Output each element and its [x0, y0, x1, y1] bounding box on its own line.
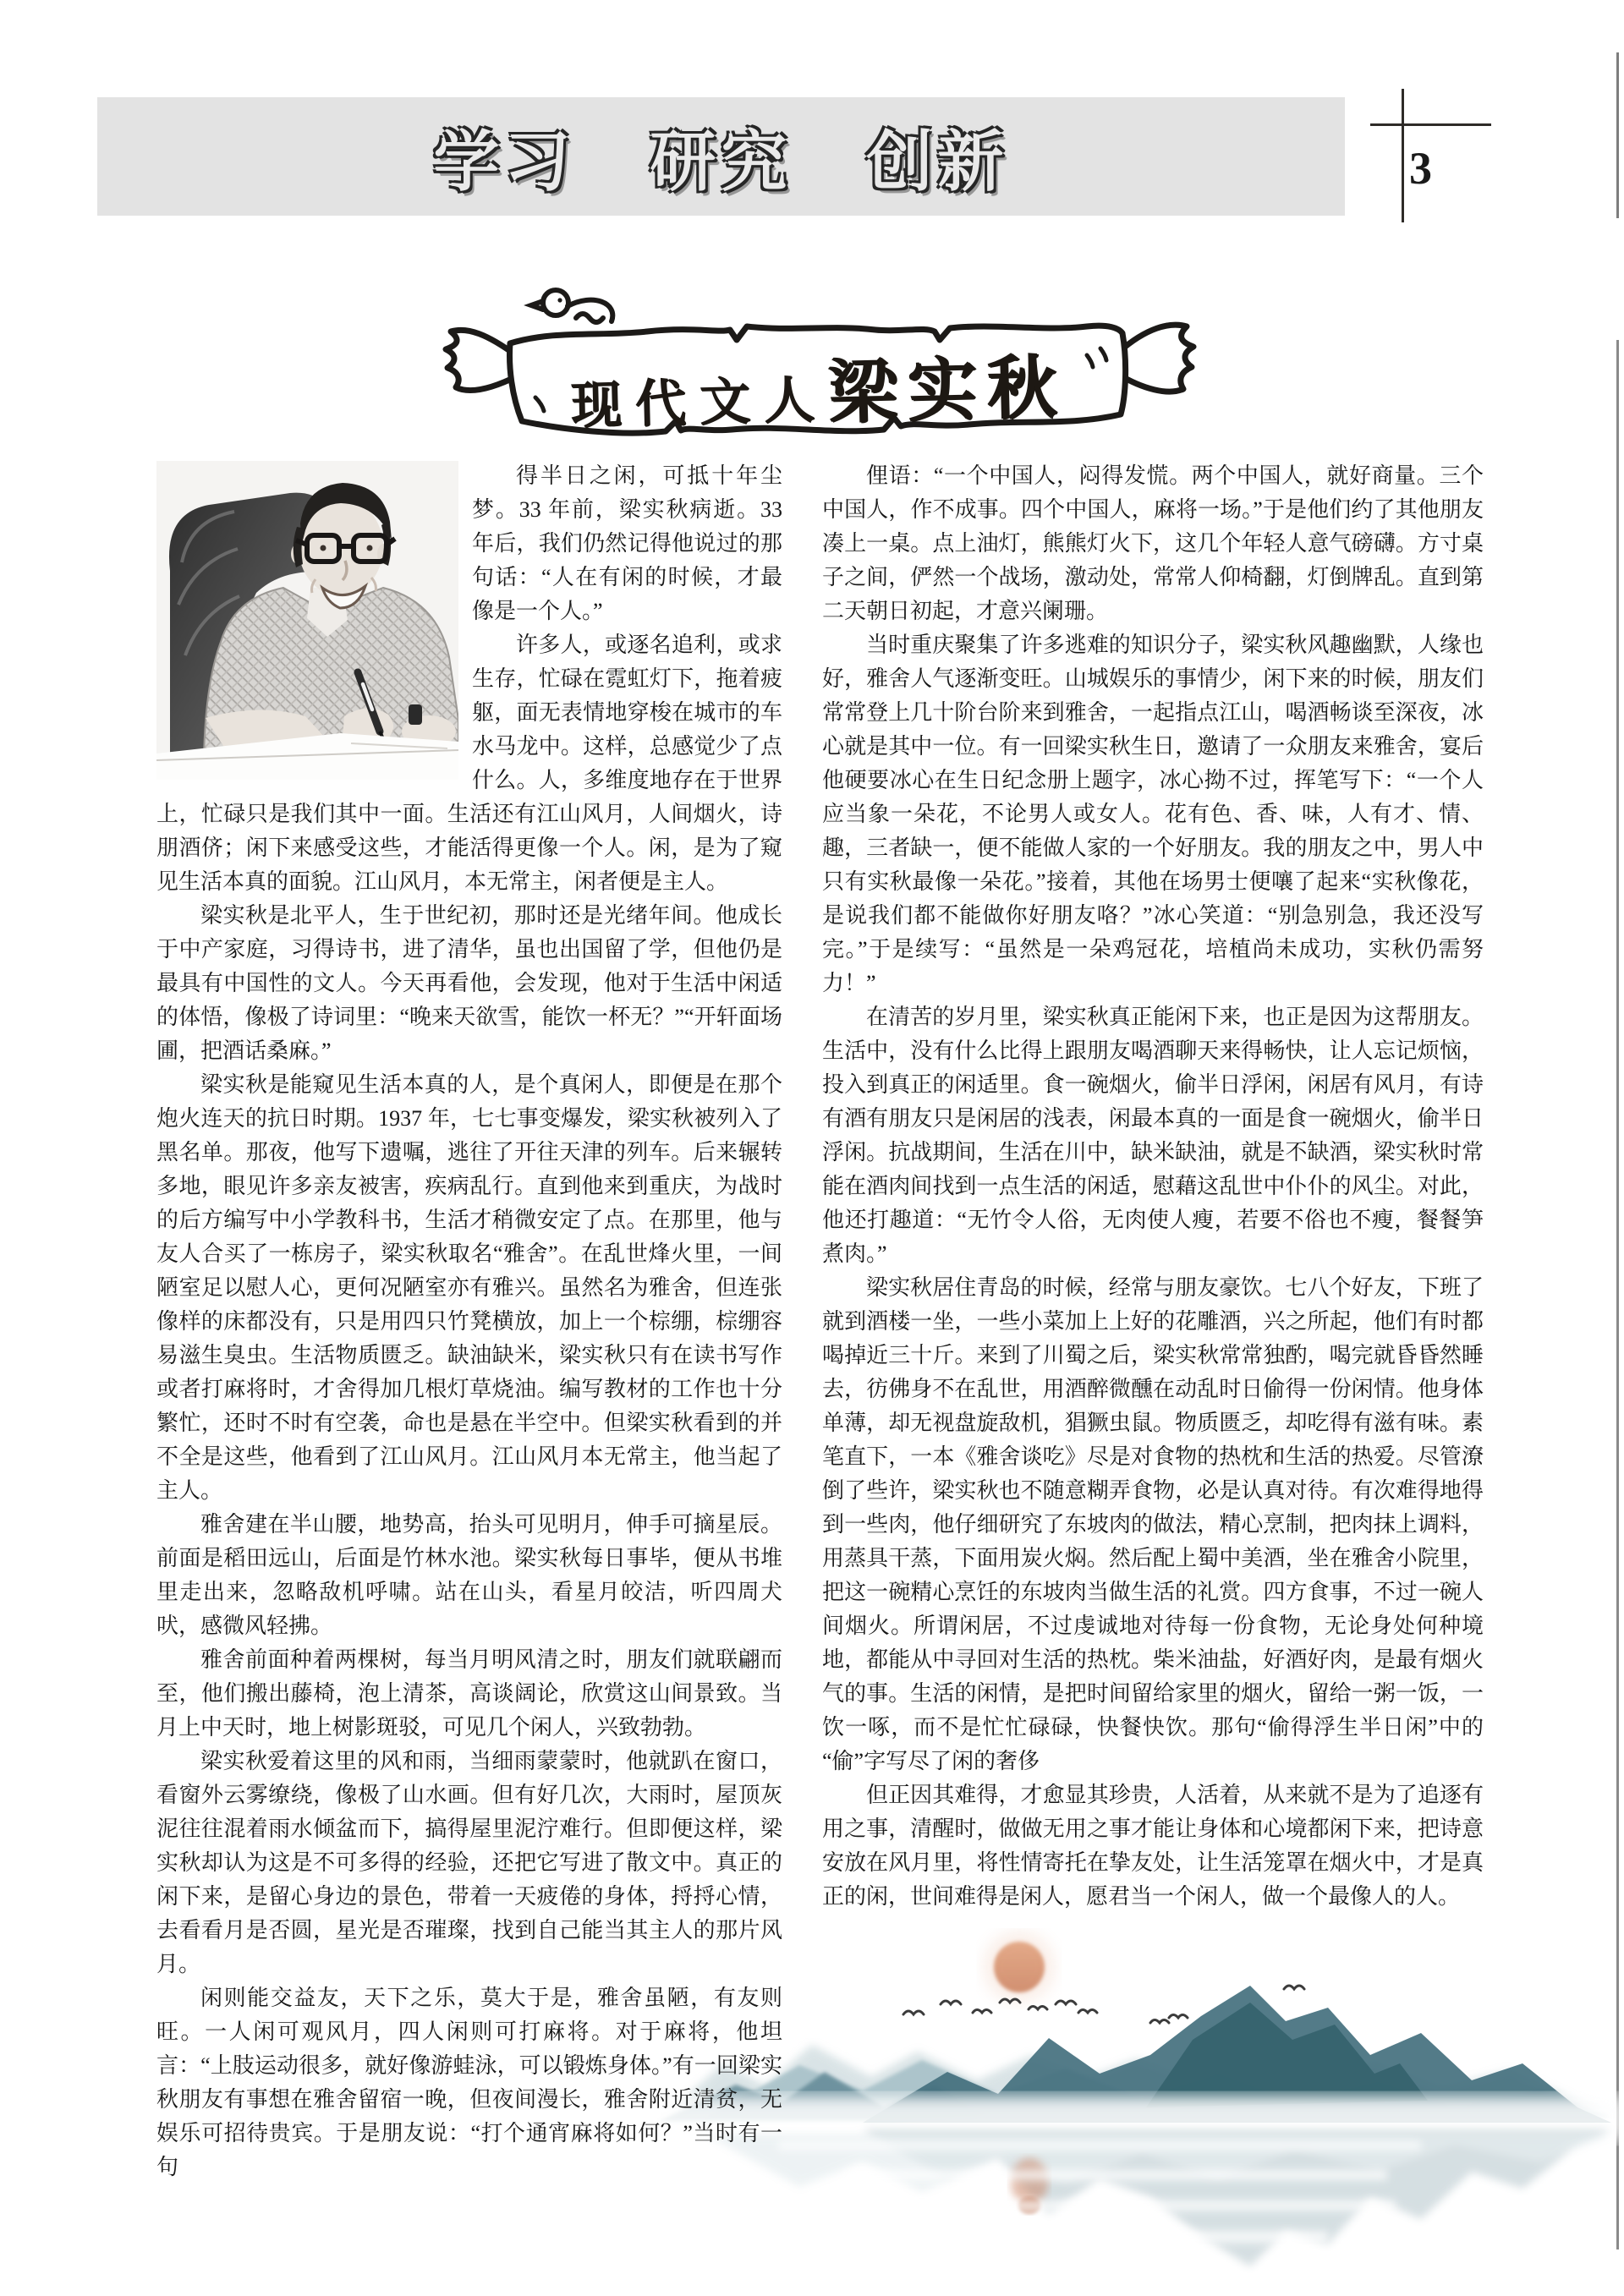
paragraph: 梁实秋是北平人，生于世纪初，那时还是光绪年间。他成长于中产家庭，习得诗书，进了清华，虽也出国留了学，但他仍是最具有中国性的文人。今天再看他，会发现，他对于生活中闲适的体悟，像极了诗词里：“晚来天欲雪，能饮一杯无？”“开轩面场圃，把酒话桑麻。” — [156, 903, 782, 1063]
masthead-word-research: 研究 — [650, 124, 793, 200]
paragraph: 闲则能交益友，天下之乐，莫大于是，雅舍虽陋，有友则旺。一人闲可观风月，四人闲则可打麻将。对于麻将，他坦言：“上肢运动很多，就好像游蛙泳，可以锻炼身体。”有一回梁实秋朋友有事想在雅舍留宿一晚，但夜间漫长，雅舍附近清贫，无娱乐可招待贵宾。于是朋友说：“打个通宵麻将如何？”当时有一句 — [156, 1986, 782, 2179]
paragraph: 在清苦的岁月里，梁实秋真正能闲下来，也正是因为这帮朋友。生活中，没有什么比得上跟朋友喝酒聊天来得畅快，让人忘记烦恼，投入到真正的闲适里。食一碗烟火，偷半日浮闲，闲居有风月，有诗有酒有朋友只是闲居的浅表，闲最本真的一面是食一碗烟火，偷半日浮闲。抗战期间，生活在川中，缺米缺油，就是不缺酒，梁实秋时常能在酒肉间找到一点生活的闲适，慰藉这乱世中仆仆的风尘。对此，他还打趣道：“无竹令人俗，无肉使人瘦，若要不俗也不瘦，餐餐笋煮肉。” — [822, 1005, 1484, 1266]
paragraph: 梁实秋是能窥见生活本真的人，是个真闲人，即便是在那个炮火连天的抗日时期。1937 年，七七事变爆发，梁实秋被列入了黑名单。那夜，他写下遗嘱，逃往了开往天津的列车。后来辗转多地，眼见许多亲友被害，疾病乱行。直到他来到重庆，为战时的后方编写中小学教科书，生活才稍微安定了点。在那里，他与友人合买了一栋房子，梁实秋取名“雅舍”。在乱世烽火里，一间陋室足以慰人心，更何况陋室亦有雅兴。虽然名为雅舍，但连张像样的床都没有，只是用四只竹凳横放，加上一个棕绷，棕绷容易滋生臭虫。生活物质匮乏。缺油缺米，梁实秋只有在读书写作或者打麻将时，才舍得加几根灯草烧油。编写教材的工作也十分繁忙，还时不时有空袭，命也是悬在半空中。但梁实秋看到的并不全是这些，他看到了江山风月。江山风月本无常主，他当起了主人。 — [156, 1072, 782, 1503]
masthead-word-innovate: 创新 — [866, 124, 1009, 200]
paragraph: 但正因其难得，才愈显其珍贵，人活着，从来就不是为了追逐有用之事，清醒时，做做无用之事才能让身体和心境都闲下来，把诗意安放在风月里，将性情寄托在挚友处，让生活笼罩在烟火中，才是真正的闲，世间难得是闲人，愿君当一个闲人，做一个最像人的人。 — [822, 1783, 1484, 1909]
crop-mark-vertical — [1402, 89, 1404, 222]
sun-graphic — [984, 1932, 1055, 2003]
article-title-name: 梁实秋 — [826, 348, 1067, 432]
article-column-left — [156, 459, 782, 2184]
paragraph: 当时重庆聚集了许多逃难的知识分子，梁实秋风趣幽默，人缘也好，雅舍人气逐渐变旺。山城娱乐的事情少，闲下来的时候，朋友们常常登上几十阶台阶来到雅舍，一起指点江山，喝酒畅谈至深夜，冰心就是其中一位。有一回梁实秋生日，邀请了一众朋友来雅舍，宴后他硬要冰心在生日纪念册上题字，冰心拗不过，挥笔写下：“一个人应当象一朵花，不论男人或女人。花有色、香、味，人有才、情、趣，三者缺一，便不能做人家的一个好朋友。我的朋友之中，男人中只有实秋最像一朵花。”接着，其他在场男士便嚷了起来“实秋像花，是说我们都不能做你好朋友咯？”冰心笑道：“别急别急，我还没写完。”于是续写：“虽然是一朵鸡冠花，培植尚未成功，实秋仍需努力！” — [822, 633, 1484, 995]
masthead-word-study: 学习 — [433, 124, 576, 200]
paragraph: 许多人，或逐名追利，或求生存，忙碌在霓虹灯下，拖着疲躯，面无表情地穿梭在城市的车水马龙中。这样，总感觉少了点什么。人，多维度地存在于世界上，忙碌只是我们其中一面。生活还有江山风月，人间烟火，诗朋酒侪；闲下来感受这些，才能活得更像一个人。闲，是为了窥见生活本真的面貌。江山风月，本无常主，闲者便是主人。 — [156, 633, 782, 894]
article-title-prefix: 现代文人 — [570, 371, 829, 435]
paragraph: 梁实秋居住青岛的时候，经常与朋友豪饮。七八个好友，下班了就到酒楼一坐，一些小菜加上上好的花雕酒，兴之所起，他们有时都喝掉近三十斤。来到了川蜀之后，梁实秋常常独酌，喝完就昏昏然睡去，彷佛身不在乱世，用酒醉微醺在动乱时日偷得一份闲情。他身体单薄，却无视盘旋敌机，猖獗虫鼠。物质匮乏，却吃得有滋有味。素笔直下，一本《雅舍谈吃》尽是对食物的热枕和生活的热爱。尽管潦倒了些许，梁实秋也不随意糊弄食物，必是认真对待。有次难得地得到一些肉，他仔细研究了东坡肉的做法，精心烹制，把肉抹上调料，用蒸具干蒸，下面用炭火焖。然后配上蜀中美酒，坐在雅舍小院里，把这一碗精心烹饪的东坡肉当做生活的礼赏。四方食事，不过一碗人间烟火。所谓闲居，不过虔诚地对待每一份食物，无论身处何种境地，都能从中寻回对生活的热枕。柴米油盐，好酒好肉，是最有烟火气的事。生活的闲情，是把时间留给家里的烟火，留给一粥一饭，一饮一啄，而不是忙忙碌碌，快餐快饮。那句“偷得浮生半日闲”中的 “偷”字写尽了闲的奢侈 — [822, 1275, 1484, 1773]
crop-mark-horizontal — [1370, 123, 1491, 126]
article-column-right — [822, 459, 1484, 1914]
paragraph: 梁实秋爱着这里的风和雨，当细雨蒙蒙时，他就趴在窗口，看窗外云雾缭绕，像极了山水画。但有好几次，大雨时，屋顶灰泥往往混着雨水倾盆而下，搞得屋里泥泞难行。但即便这样，梁实秋却认为这是不可多得的经验，还把它写进了散文中。真正的闲下来，是留心身边的景色，带着一天疲倦的身体，捋捋心情，去看看月是否圆，星光是否璀璨，找到自己能当其主人的那片风月。 — [156, 1749, 782, 1976]
mountains-graphic — [634, 1986, 1624, 2141]
bird-doodle-icon — [531, 290, 612, 322]
paragraph: 雅舍建在半山腰，地势高，抬头可见明月，伸手可摘星辰。前面是稻田远山，后面是竹林水池。梁实秋每日事毕，便从书堆里走出来，忽略敌机呼啸。站在山头，看星月皎洁，听四周犬吠，感微风轻拂。 — [156, 1512, 782, 1638]
article-title — [477, 330, 1160, 446]
masthead-banner — [97, 97, 1345, 216]
paragraph: 得半日之闲，可抵十年尘梦。33 年前，梁实秋病逝。33 年后，我们仍然记得他说过的那句话：“人在有闲的时候，才最像是一个人。” — [472, 463, 782, 623]
paragraph: 雅舍前面种着两棵树，每当月明风清之时，朋友们就联翩而至，他们搬出藤椅，泡上清茶，高谈阔论，欣赏这山间景致。当月上中天时，地上树影斑驳，可见几个闲人，兴致勃勃。 — [156, 1647, 782, 1740]
paragraph: 俚语：“一个中国人，闷得发慌。两个中国人，就好商量。三个中国人，作不成事。四个中国人，麻将一场。”于是他们约了其他朋友凑上一桌。点上油灯，熊熊灯火下，这几个年轻人意气磅礴。方寸桌子之间，俨然一个战场，激动处，常常人仰椅翻，灯倒牌乱。直到第二天朝日初起，才意兴阑珊。 — [822, 463, 1484, 623]
liang-shiqiu-photo — [156, 461, 458, 780]
portrait-photo-graphic — [156, 461, 458, 780]
title-banner — [427, 277, 1210, 440]
reflection-graphic — [706, 2129, 1611, 2266]
right-edge-rule-top — [1616, 52, 1619, 218]
page-number: 3 — [1409, 143, 1432, 194]
